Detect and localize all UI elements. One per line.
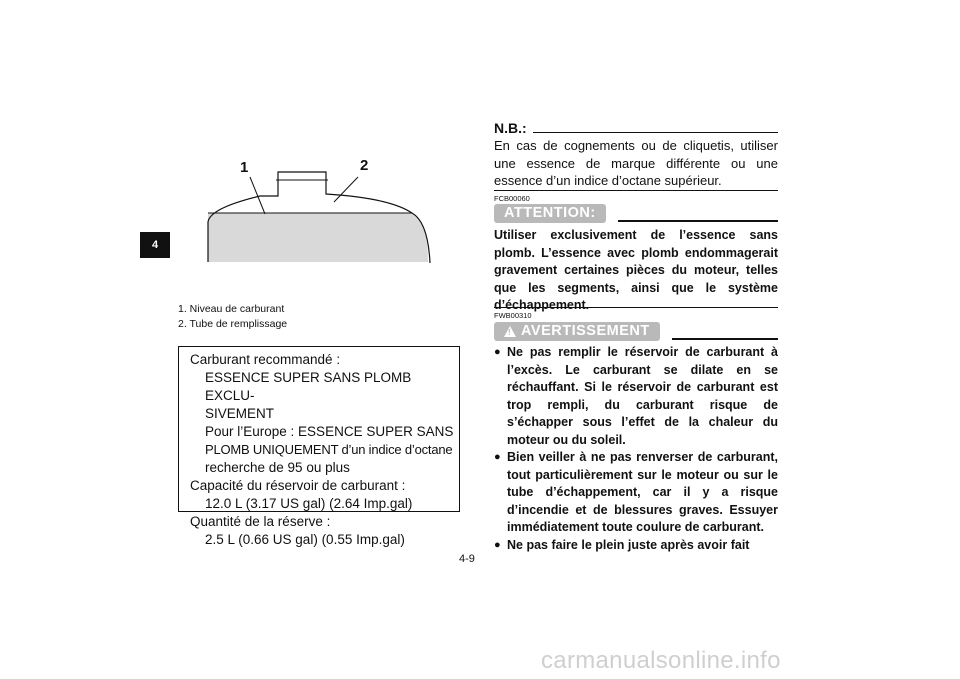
spec-line: ESSENCE SUPER SANS PLOMB EXCLU-: [205, 370, 412, 403]
warning-code: FWB00310: [494, 311, 532, 320]
attention-header: [494, 204, 778, 223]
spec-line: SIVEMENT: [205, 406, 275, 421]
chapter-tab: 4: [140, 232, 170, 258]
spec-line: PLOMB UNIQUEMENT d’un indice d’octane: [205, 442, 453, 457]
page-number: 4-9: [459, 553, 475, 565]
spec-line: Capacité du réservoir de carburant :: [190, 478, 406, 493]
warning-list: [494, 344, 778, 554]
watermark: carmanualsonline.info: [541, 647, 781, 674]
note-label: N.B.:: [494, 120, 527, 136]
attention-rule: [618, 220, 778, 222]
callout-2-leader: [334, 177, 358, 202]
fuel-tank-diagram: [190, 150, 450, 275]
warning-item: [494, 537, 778, 555]
warning-item: [494, 449, 778, 537]
note-rule: [533, 132, 778, 133]
bullet-icon: ●: [494, 346, 501, 358]
warning-item: [494, 344, 778, 449]
note-text: En cas de cognements ou de cliquetis, utiliser une essence de marque différente ou une essence d’un indice d’octane supérieur.: [494, 138, 778, 188]
attention-code: FCB00060: [494, 194, 530, 203]
warning-item-text: Ne pas faire le plein juste après avoir fait: [507, 537, 750, 552]
spec-line: recherche de 95 ou plus: [205, 460, 350, 475]
note-header: [494, 120, 778, 136]
bullet-icon: ●: [494, 538, 501, 551]
spec-line: Quantité de la réserve :: [190, 514, 331, 529]
warning-item-text: Bien veiller à ne pas renverser de carburant, tout particulièrement sur le moteur ou sur le tube d’échappement, car il y a risque d’incendie et de blessures graves. Essuyer immédiatement toute coulure de carburant.: [507, 450, 778, 534]
note-end-rule: [494, 190, 778, 191]
fuel-level-fill: [208, 213, 428, 262]
warning-header: [494, 322, 778, 341]
callout-2-label: 2: [360, 157, 369, 174]
attention-text: Utiliser exclusivement de l’essence sans plomb. L’essence avec plomb endommagerait gravement certaines pièces du moteur, telles que les segments, ainsi que le système d’échappement.: [494, 228, 778, 312]
attention-end-rule: [494, 307, 778, 308]
callout-1-label: 1: [240, 159, 249, 176]
spec-line: 2.5 L (0.66 US gal) (0.55 Imp.gal): [205, 532, 405, 547]
warning-triangle-icon: !: [504, 326, 516, 337]
spec-line: 12.0 L (3.17 US gal) (2.64 Imp.gal): [205, 496, 413, 511]
attention-badge: ATTENTION:: [494, 204, 606, 223]
fuel-tank-illustration: [190, 150, 450, 275]
legend-item: 2. Tube de remplissage: [178, 318, 288, 330]
bullet-icon: ●: [494, 451, 501, 463]
warning-rule: [672, 338, 778, 340]
legend-item: 1. Niveau de carburant: [178, 303, 285, 315]
fuel-spec-box: [178, 346, 460, 547]
warning-badge: [494, 322, 660, 341]
spec-line: Pour l’Europe : ESSENCE SUPER SANS: [205, 424, 454, 439]
spec-line: Carburant recommandé :: [190, 352, 341, 367]
warning-item-text: Ne pas remplir le réservoir de carburant à l’excès. Le carburant se dilate en se réchauffant. Si le réservoir de carburant est trop rempli, du carburant risque de s’échapper sous l’effet de la chaleur du moteur ou du soleil.: [507, 345, 778, 447]
figure-legend: [178, 302, 287, 332]
warning-label: AVERTISSEMENT: [521, 323, 650, 339]
